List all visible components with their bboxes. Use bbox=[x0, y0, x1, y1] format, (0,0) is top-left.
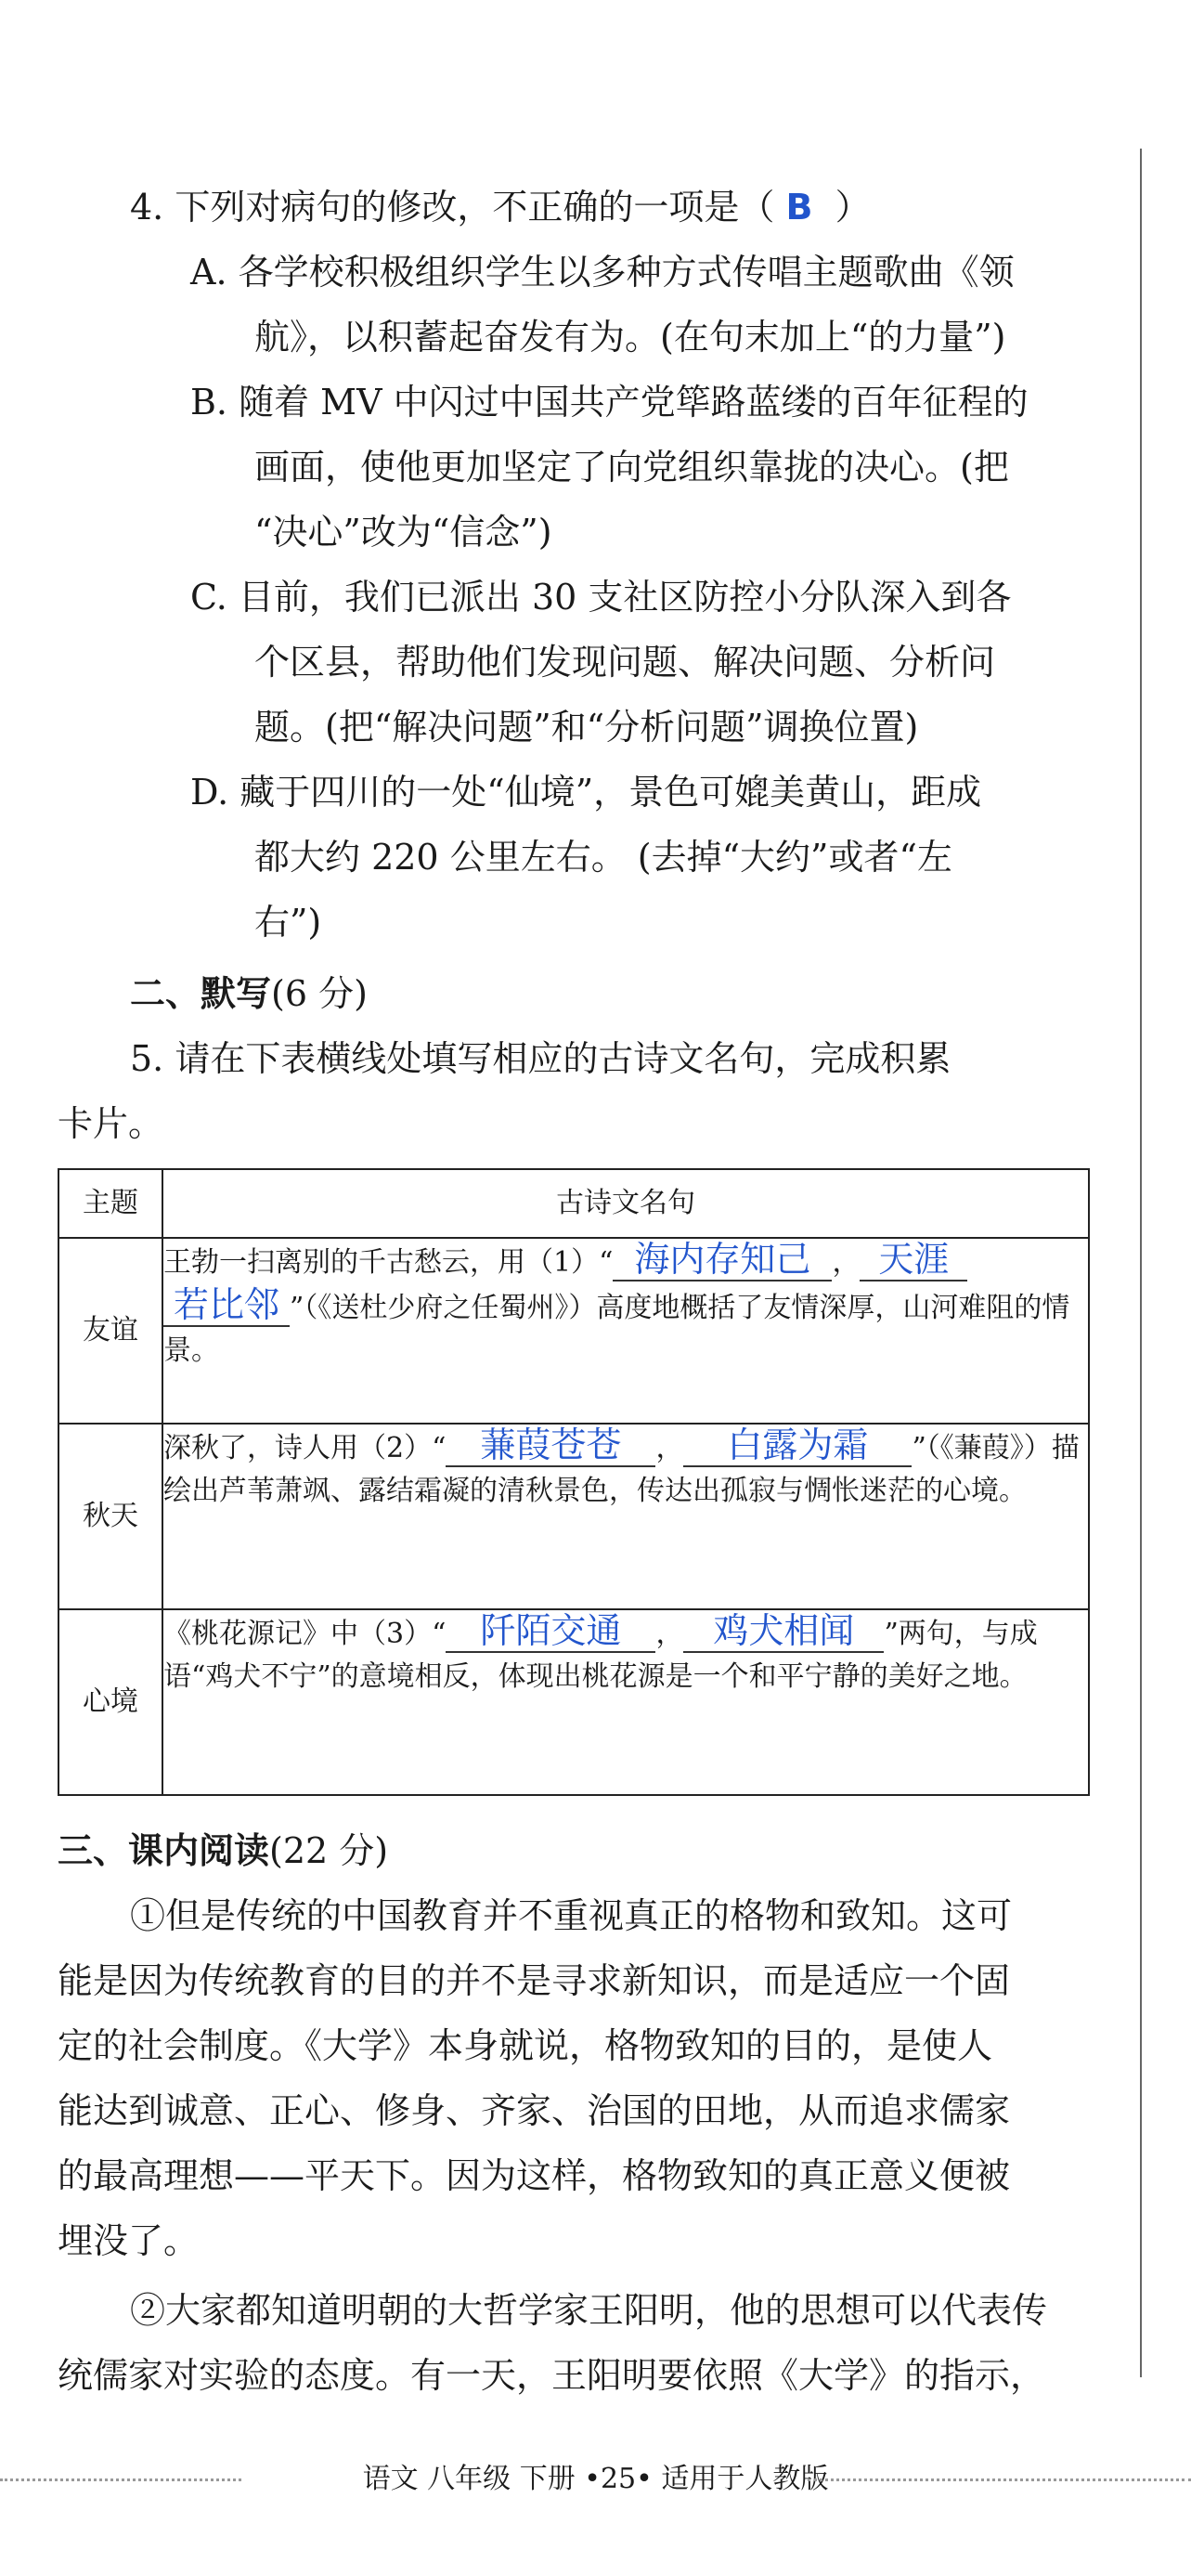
table-header-row bbox=[58, 1169, 1089, 1238]
footer-text: 语文 八年级 下册 •25• 适用于人教版 bbox=[362, 2463, 829, 2495]
page-footer bbox=[0, 2452, 1191, 2507]
q4-option-c-line3: 题。(把“解决问题”和“分析问题”调换位置) bbox=[254, 707, 919, 748]
q4-option-b-line2: 画面，使他更加坚定了向党组织靠拢的决心。(把 bbox=[254, 447, 1009, 488]
reading-p1-line1: ①但是传统的中国教育并不重视真正的格物和致知。这可 bbox=[130, 1895, 1013, 1936]
q5-line2: 卡片。 bbox=[58, 1103, 164, 1144]
answer-blank: 蒹葭苍苍 bbox=[446, 1425, 655, 1467]
row-theme: 友谊 bbox=[58, 1238, 162, 1424]
poem-table bbox=[58, 1168, 1090, 1796]
reading-p2-line2: 统儒家对实验的态度。有一天，王阳明要依照《大学》的指示， bbox=[58, 2355, 1046, 2396]
reading-p1-line5: 的最高理想——平天下。因为这样，格物致知的真正意义便被 bbox=[58, 2155, 1011, 2196]
answer-blank: 阡陌交通 bbox=[446, 1610, 655, 1653]
reading-p1-line4: 能达到诚意、正心、修身、齐家、治国的田地，从而追求儒家 bbox=[58, 2090, 1011, 2131]
reading-p2-line1: ②大家都知道明朝的大哲学家王阳明，他的思想可以代表传 bbox=[130, 2290, 1048, 2331]
q4-option-a-line1: A. 各学校积极组织学生以多种方式传唱主题歌曲《领 bbox=[190, 252, 1015, 293]
section-3-heading: 三、课内阅读(22 分) bbox=[58, 1830, 389, 1871]
row-theme: 心境 bbox=[58, 1609, 162, 1795]
q5-line1: 5. 请在下表横线处填写相应的古诗文名句，完成积累 bbox=[130, 1038, 952, 1079]
header-theme: 主题 bbox=[58, 1169, 162, 1238]
answer-blank: 海内存知己 bbox=[613, 1239, 832, 1281]
footer-dots-left bbox=[0, 2478, 241, 2481]
header-lines: 古诗文名句 bbox=[162, 1169, 1089, 1238]
row-content: 深秋了，诗人用（2）“ 蒹葭苍苍 ， 白露为霜 ”（《蒹葭》）描绘出芦苇萧飒、露结霜凝的清秋景色，传达出孤寂与惆怅迷茫的心境。 bbox=[162, 1424, 1089, 1609]
q4-option-b-line3: “决心”改为“信念”) bbox=[254, 512, 552, 553]
section-2-heading: 二、默写(6 分) bbox=[130, 973, 368, 1014]
q4-option-c-line2: 个区县，帮助他们发现问题、解决问题、分析问 bbox=[254, 642, 996, 683]
q4-option-a-line2: 航》，以积蓄起奋发有为。(在句末加上“的力量”) bbox=[254, 317, 1006, 358]
footer-dots-right bbox=[808, 2478, 1191, 2481]
answer-blank: 若比邻 bbox=[163, 1284, 290, 1327]
q4-option-d-line3: 右”) bbox=[254, 902, 322, 943]
answer-blank: 天涯 bbox=[860, 1239, 967, 1281]
row-theme: 秋天 bbox=[58, 1424, 162, 1609]
reading-p1-line2: 能是因为传统教育的目的并不是寻求新知识，而是适应一个固 bbox=[58, 1960, 1011, 2001]
answer-blank: 白露为霜 bbox=[683, 1425, 912, 1467]
q4-option-d-line1: D. 藏于四川的一处“仙境”，景色可媲美黄山，距成 bbox=[190, 772, 982, 813]
answer-blank: 鸡犬相闻 bbox=[683, 1610, 884, 1653]
reading-p1-line3: 定的社会制度。《大学》本身就说，格物致知的目的，是使人 bbox=[58, 2025, 993, 2066]
q4-stem: 4. 下列对病句的修改，不正确的一项是（ B ） bbox=[130, 187, 871, 228]
row-content: 王勃一扫离别的千古愁云，用（1）“ 海内存知己 ， 天涯 若比邻 ”（《送杜少府之任蜀州》）高度地概括了友情深厚，山河难阻的情景。 bbox=[162, 1238, 1089, 1424]
table-row bbox=[58, 1238, 1089, 1424]
q4-option-b-line1: B. 随着 MV 中闪过中国共产党筚路蓝缕的百年征程的 bbox=[190, 382, 1029, 423]
reading-p1-line6: 埋没了。 bbox=[58, 2220, 200, 2261]
row-content: 《桃花源记》中（3）“ 阡陌交通 ， 鸡犬相闻 ”两句，与成语“鸡犬不宁”的意境相反，体现出桃花源是一个和平宁静的美好之地。 bbox=[162, 1609, 1089, 1795]
q4-answer: B bbox=[785, 187, 813, 228]
q4-option-d-line2: 都大约 220 公里左右。 (去掉“大约”或者“左 bbox=[254, 837, 952, 878]
table-row bbox=[58, 1609, 1089, 1795]
margin-rule bbox=[1140, 149, 1142, 2377]
table-row bbox=[58, 1424, 1089, 1609]
q4-option-c-line1: C. 目前，我们已派出 30 支社区防控小分队深入到各 bbox=[190, 577, 1012, 618]
